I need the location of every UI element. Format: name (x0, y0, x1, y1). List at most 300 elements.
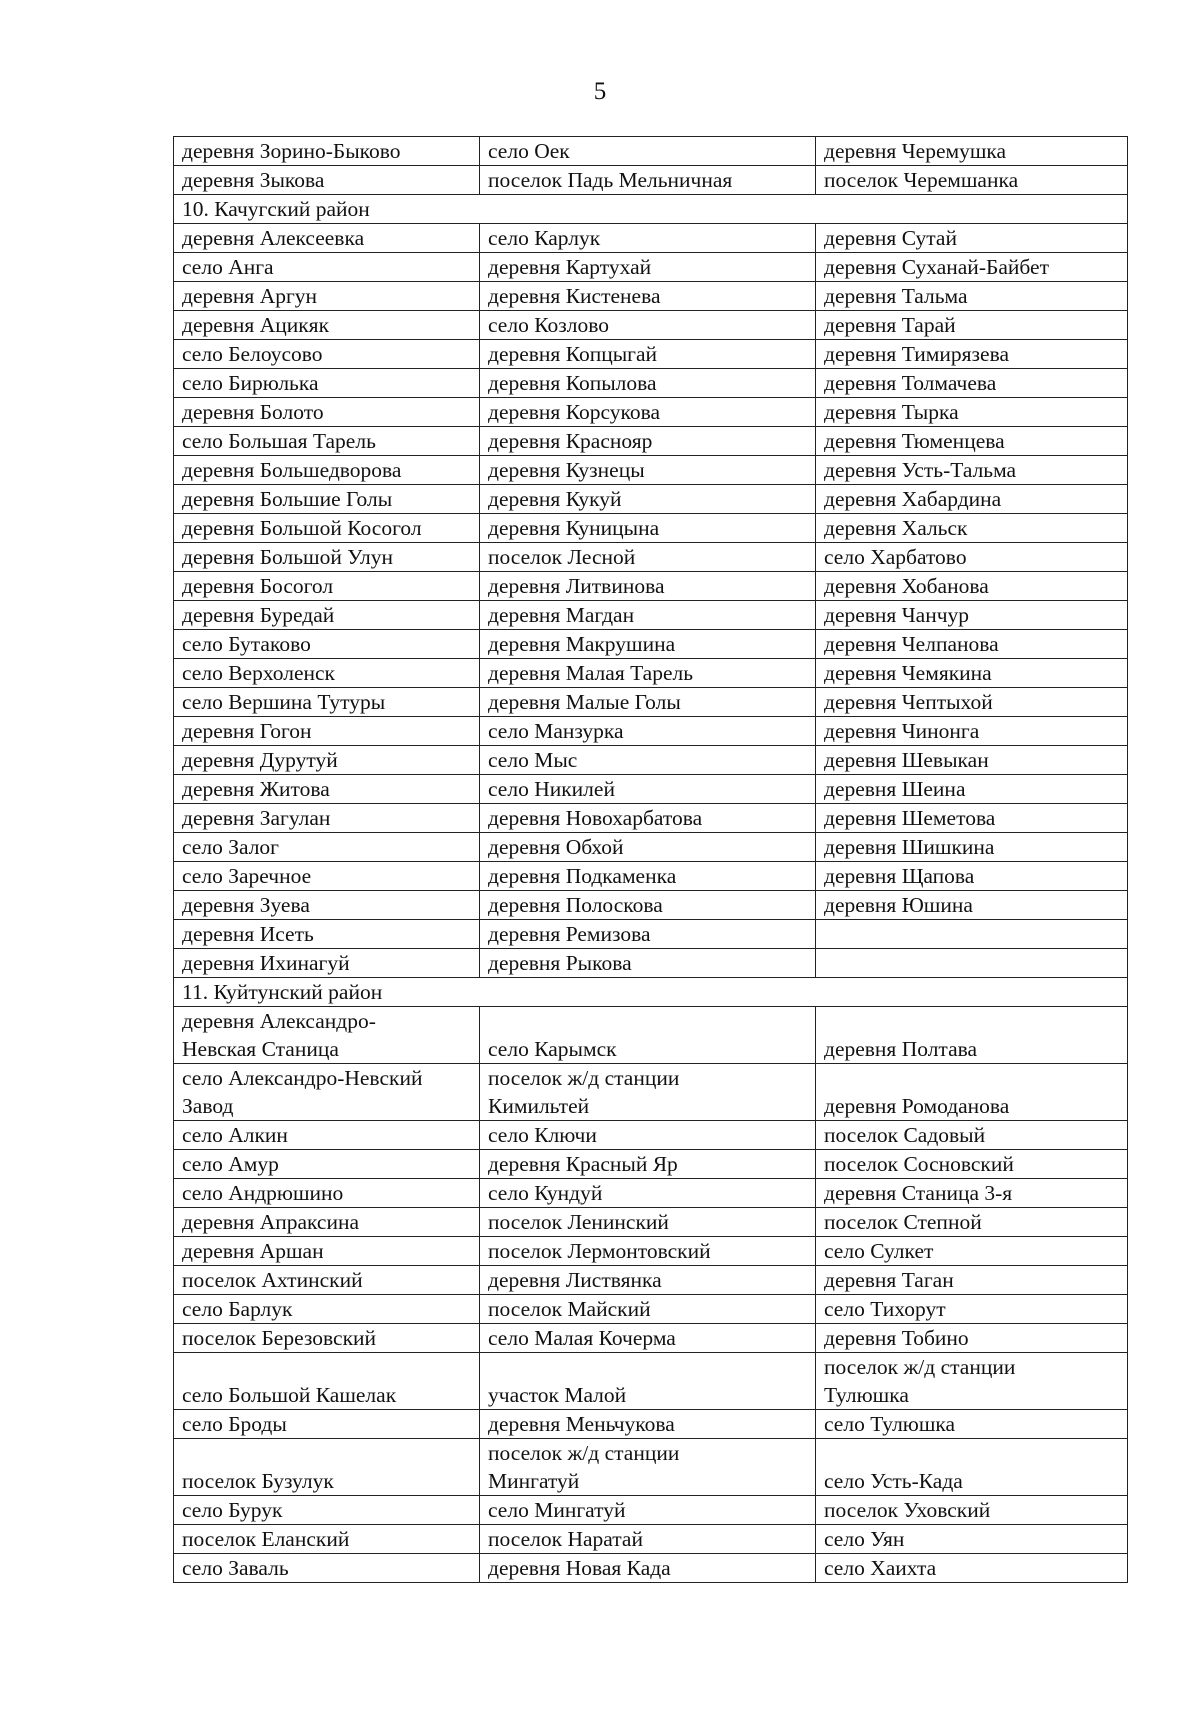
settlement-cell (174, 137, 480, 166)
settlement-cell (816, 775, 1128, 804)
settlement-name: село Вершина Тутуры (182, 690, 386, 714)
settlement-name: деревня Новохарбатова (488, 806, 703, 830)
settlement-name: деревня Аршан (182, 1239, 324, 1263)
settlement-name: деревня Большие Голы (182, 487, 393, 511)
settlement-cell (480, 572, 816, 601)
settlement-cell (174, 282, 480, 311)
table-row (174, 1064, 1128, 1121)
settlement-name: Кимильтей (488, 1094, 590, 1118)
settlement-cell (480, 1324, 816, 1353)
settlement-name: деревня Тырка (824, 400, 959, 424)
settlement-cell (816, 949, 1128, 978)
settlement-cell (816, 746, 1128, 775)
settlement-name: Завод (182, 1094, 234, 1118)
settlement-name: деревня Макрушина (488, 632, 676, 656)
settlement-name: деревня Черемушка (824, 139, 1007, 163)
settlement-name: деревня Зыкова (182, 168, 325, 192)
table-row (174, 1007, 1128, 1064)
settlement-name: поселок Падь Мельничная (488, 168, 733, 192)
table-row (174, 1554, 1128, 1583)
settlement-name: деревня Хобанова (824, 574, 989, 598)
settlement-cell (174, 862, 480, 891)
settlement-cell (480, 137, 816, 166)
settlement-name: деревня Малая Тарель (488, 661, 694, 685)
table-row (174, 630, 1128, 659)
settlement-name: деревня Новая Када (488, 1556, 671, 1580)
settlement-name: деревня Большой Косогол (182, 516, 422, 540)
settlement-name: село Карымск (488, 1037, 617, 1061)
table-row (174, 572, 1128, 601)
settlement-name: село Малая Кочерма (488, 1326, 676, 1350)
settlement-name: деревня Кистенева (488, 284, 661, 308)
table-row (174, 311, 1128, 340)
settlement-name: село Заваль (182, 1556, 289, 1580)
settlement-name: деревня Алексеевка (182, 226, 365, 250)
settlement-cell (174, 427, 480, 456)
settlement-name: поселок Бузулук (182, 1469, 334, 1493)
settlement-cell (174, 1064, 480, 1121)
settlement-name: село Тулюшка (824, 1412, 956, 1436)
settlement-cell (174, 659, 480, 688)
settlement-name: деревня Большой Улун (182, 545, 394, 569)
settlement-cell (816, 514, 1128, 543)
settlement-cell (480, 746, 816, 775)
table-row (174, 1266, 1128, 1295)
settlement-cell (174, 1525, 480, 1554)
table-row (174, 1496, 1128, 1525)
settlement-cell (816, 1525, 1128, 1554)
settlement-cell (480, 630, 816, 659)
table-row (174, 1295, 1128, 1324)
settlement-name: деревня Магдан (488, 603, 635, 627)
settlement-cell (816, 862, 1128, 891)
settlement-name: деревня Полтава (824, 1037, 978, 1061)
settlement-cell (816, 1353, 1128, 1410)
settlement-name: деревня Загулан (182, 806, 331, 830)
settlement-name: поселок Ахтинский (182, 1268, 363, 1292)
settlement-name: деревня Зуева (182, 893, 310, 917)
settlement-name: деревня Таган (824, 1268, 954, 1292)
settlement-cell (480, 1150, 816, 1179)
settlement-name: поселок Майский (488, 1297, 651, 1321)
settlement-cell (480, 282, 816, 311)
settlement-cell (816, 1007, 1128, 1064)
settlement-cell (174, 485, 480, 514)
settlement-cell (480, 427, 816, 456)
table-row (174, 398, 1128, 427)
settlement-cell (816, 282, 1128, 311)
settlement-name: село Никилей (488, 777, 615, 801)
settlement-cell (816, 224, 1128, 253)
settlement-cell (480, 253, 816, 282)
settlement-cell (480, 311, 816, 340)
settlement-cell (174, 1554, 480, 1583)
settlement-name: село Ключи (488, 1123, 597, 1147)
table-row (174, 862, 1128, 891)
table-row (174, 543, 1128, 572)
settlement-name: деревня Шишкина (824, 835, 995, 859)
settlement-cell (480, 601, 816, 630)
settlement-name: деревня Большедворова (182, 458, 402, 482)
settlement-cell (816, 456, 1128, 485)
settlement-name: деревня Тальма (824, 284, 968, 308)
settlement-name: поселок ж/д станции (488, 1441, 680, 1465)
settlement-name: деревня Гогон (182, 719, 312, 743)
table-row (174, 775, 1128, 804)
settlement-cell (480, 398, 816, 427)
settlement-name: деревня Куницына (488, 516, 660, 540)
table-row (174, 1525, 1128, 1554)
table-row (174, 1150, 1128, 1179)
settlement-name: село Оек (488, 139, 570, 163)
settlement-cell (816, 833, 1128, 862)
table-row (174, 456, 1128, 485)
settlement-name: деревня Ацикяк (182, 313, 330, 337)
settlement-name: деревня Болото (182, 400, 324, 424)
settlements-table (173, 136, 1128, 1583)
settlement-name: поселок Ленинский (488, 1210, 669, 1234)
settlement-name: деревня Босогол (182, 574, 334, 598)
settlement-cell (816, 920, 1128, 949)
settlement-cell (174, 311, 480, 340)
settlement-name: Тулюшка (824, 1383, 909, 1407)
settlement-name: поселок Черемшанка (824, 168, 1019, 192)
settlement-name: поселок Еланский (182, 1527, 350, 1551)
settlement-cell (480, 1525, 816, 1554)
settlement-cell (174, 1439, 480, 1496)
settlement-cell (480, 1353, 816, 1410)
settlement-name: село Залог (182, 835, 280, 859)
table-row (174, 659, 1128, 688)
table-row (174, 920, 1128, 949)
settlement-cell (174, 891, 480, 920)
table-row (174, 253, 1128, 282)
settlement-cell (480, 891, 816, 920)
settlement-cell (174, 804, 480, 833)
settlement-cell (480, 1295, 816, 1324)
settlement-cell (480, 1121, 816, 1150)
settlement-cell (174, 1324, 480, 1353)
settlement-name: село Мингатуй (488, 1498, 626, 1522)
settlement-cell (174, 398, 480, 427)
settlement-cell (480, 804, 816, 833)
settlement-name: деревня Листвянка (488, 1268, 662, 1292)
settlement-name: село Уян (824, 1527, 905, 1551)
settlement-name: деревня Толмачева (824, 371, 997, 395)
settlement-name: село Большая Тарель (182, 429, 376, 453)
settlement-cell (480, 1179, 816, 1208)
settlement-name: деревня Александро- (182, 1009, 376, 1033)
settlement-cell (480, 1266, 816, 1295)
table-row (174, 601, 1128, 630)
settlement-name: деревня Тобино (824, 1326, 969, 1350)
settlement-cell (816, 427, 1128, 456)
settlement-cell (816, 688, 1128, 717)
settlement-cell (816, 572, 1128, 601)
table-row (174, 746, 1128, 775)
table-row (174, 717, 1128, 746)
settlement-name: деревня Апраксина (182, 1210, 360, 1234)
settlement-cell (816, 369, 1128, 398)
settlement-name: деревня Сутай (824, 226, 957, 250)
settlement-cell (480, 1554, 816, 1583)
table-row (174, 949, 1128, 978)
settlement-cell (480, 920, 816, 949)
settlement-name: деревня Житова (182, 777, 330, 801)
settlement-name: деревня Аргун (182, 284, 318, 308)
settlement-cell (816, 398, 1128, 427)
settlement-name: село Бутаково (182, 632, 311, 656)
settlement-name: село Мыс (488, 748, 578, 772)
settlement-name: деревня Картухай (488, 255, 652, 279)
table-row (174, 833, 1128, 862)
settlement-cell (174, 1121, 480, 1150)
settlement-cell (816, 1121, 1128, 1150)
settlement-name: село Хаихта (824, 1556, 937, 1580)
settlement-name: деревня Зорино-Быково (182, 139, 401, 163)
table-row (174, 282, 1128, 311)
settlement-cell (480, 456, 816, 485)
settlement-name: село Тихорут (824, 1297, 946, 1321)
settlement-name: деревня Дурутуй (182, 748, 338, 772)
settlement-cell (174, 1150, 480, 1179)
settlement-cell (174, 514, 480, 543)
table-row (174, 1324, 1128, 1353)
settlement-cell (816, 1266, 1128, 1295)
table-row (174, 485, 1128, 514)
settlement-cell (816, 1237, 1128, 1266)
settlement-cell (174, 746, 480, 775)
settlement-cell (174, 1353, 480, 1410)
settlement-name: село Кундуй (488, 1181, 603, 1205)
settlement-cell (816, 340, 1128, 369)
settlement-name: поселок Уховский (824, 1498, 991, 1522)
settlement-cell (816, 1150, 1128, 1179)
settlement-name: деревня Чинонга (824, 719, 980, 743)
settlement-cell (480, 717, 816, 746)
settlement-name: деревня Подкаменка (488, 864, 677, 888)
settlement-cell (174, 1179, 480, 1208)
settlement-name: поселок ж/д станции (488, 1066, 680, 1090)
settlement-cell (816, 1208, 1128, 1237)
settlement-cell (816, 1295, 1128, 1324)
table-row (174, 427, 1128, 456)
settlement-name: деревня Малые Голы (488, 690, 681, 714)
settlement-name: деревня Кукуй (488, 487, 622, 511)
settlement-cell (174, 543, 480, 572)
settlement-name: деревня Щапова (824, 864, 975, 888)
table-row (174, 688, 1128, 717)
settlement-name: село Козлово (488, 313, 609, 337)
settlement-name: деревня Ремизова (488, 922, 651, 946)
settlement-name: село Белоусово (182, 342, 323, 366)
settlement-cell (174, 775, 480, 804)
settlement-cell (480, 833, 816, 862)
settlement-name: деревня Станица 3-я (824, 1181, 1013, 1205)
settlement-cell (816, 253, 1128, 282)
page-number: 5 (593, 78, 607, 105)
settlement-cell (174, 456, 480, 485)
settlement-name: деревня Чанчур (824, 603, 970, 627)
settlement-name: село Бурук (182, 1498, 283, 1522)
settlement-cell (480, 1064, 816, 1121)
settlement-cell (174, 224, 480, 253)
settlement-name: Невская Станица (182, 1037, 339, 1061)
settlement-cell (816, 804, 1128, 833)
settlement-cell (174, 1208, 480, 1237)
table-row (174, 340, 1128, 369)
settlement-name: деревня Хабардина (824, 487, 1002, 511)
settlement-name: село Заречное (182, 864, 312, 888)
settlement-name: поселок ж/д станции (824, 1355, 1016, 1379)
settlement-cell (480, 514, 816, 543)
table-row (174, 1353, 1128, 1410)
settlement-name: село Александро-Невский (182, 1066, 423, 1090)
settlement-cell (480, 224, 816, 253)
settlement-cell (816, 659, 1128, 688)
settlement-cell (174, 717, 480, 746)
settlement-cell (480, 485, 816, 514)
settlement-name: деревня Ихинагуй (182, 951, 350, 975)
settlement-name: деревня Копцыгай (488, 342, 658, 366)
settlement-cell (174, 1295, 480, 1324)
settlement-name: поселок Лермонтовский (488, 1239, 711, 1263)
settlement-cell (816, 1496, 1128, 1525)
table-row (174, 166, 1128, 195)
settlement-cell (480, 659, 816, 688)
settlements-table-body (174, 137, 1128, 1583)
settlement-name: деревня Меньчукова (488, 1412, 675, 1436)
settlement-name: деревня Кузнецы (488, 458, 645, 482)
settlement-name: деревня Шевыкан (824, 748, 989, 772)
table-row (174, 804, 1128, 833)
settlement-name: село Верхоленск (182, 661, 335, 685)
settlement-name: Мингатуй (488, 1469, 580, 1493)
settlement-cell (174, 340, 480, 369)
settlement-name: деревня Челпанова (824, 632, 999, 656)
settlement-name: село Андрюшино (182, 1181, 344, 1205)
settlement-name: деревня Красный Яр (488, 1152, 678, 1176)
settlement-cell (174, 1237, 480, 1266)
settlement-cell (816, 311, 1128, 340)
settlement-name: поселок Наратай (488, 1527, 643, 1551)
settlement-name: поселок Садовый (824, 1123, 986, 1147)
settlement-cell (174, 920, 480, 949)
settlement-cell (480, 369, 816, 398)
settlement-name: деревня Полоскова (488, 893, 663, 917)
settlement-name: село Харбатово (824, 545, 967, 569)
district-heading-row (174, 195, 1128, 224)
settlement-cell (480, 688, 816, 717)
settlement-name: деревня Обхой (488, 835, 624, 859)
settlement-cell (480, 1410, 816, 1439)
settlement-cell (816, 1179, 1128, 1208)
table-row (174, 891, 1128, 920)
settlement-name: село Карлук (488, 226, 601, 250)
settlement-name: деревня Рыкова (488, 951, 632, 975)
settlement-cell (816, 1324, 1128, 1353)
settlement-cell (480, 775, 816, 804)
settlement-cell (174, 688, 480, 717)
settlement-name: деревня Усть-Тальма (824, 458, 1017, 482)
settlement-cell (174, 572, 480, 601)
settlement-name: деревня Шеметова (824, 806, 996, 830)
settlement-name: село Бирюлька (182, 371, 319, 395)
settlement-cell (174, 833, 480, 862)
settlement-name: село Усть-Када (824, 1469, 963, 1493)
settlement-cell (174, 1007, 480, 1064)
settlement-name: деревня Исеть (182, 922, 314, 946)
settlement-name: деревня Тимирязева (824, 342, 1009, 366)
settlement-cell (174, 1266, 480, 1295)
settlement-cell (480, 1496, 816, 1525)
settlement-name: село Барлук (182, 1297, 293, 1321)
settlement-name: деревня Корсукова (488, 400, 660, 424)
settlement-cell (480, 1439, 816, 1496)
settlement-cell (816, 1064, 1128, 1121)
settlement-name: поселок Лесной (488, 545, 636, 569)
settlement-name: участок Малой (488, 1383, 627, 1407)
settlement-cell (174, 1410, 480, 1439)
settlement-name: село Манзурка (488, 719, 624, 743)
settlement-cell (480, 1237, 816, 1266)
settlement-name: село Броды (182, 1412, 287, 1436)
table-row (174, 1439, 1128, 1496)
settlement-name: поселок Сосновский (824, 1152, 1014, 1176)
settlement-cell (480, 340, 816, 369)
settlement-name: деревня Чемякина (824, 661, 992, 685)
settlement-name: деревня Краснояр (488, 429, 653, 453)
table-row (174, 137, 1128, 166)
settlement-cell (816, 485, 1128, 514)
settlement-name: деревня Шеина (824, 777, 966, 801)
settlement-cell (480, 166, 816, 195)
table-row (174, 224, 1128, 253)
district-heading: 11. Куйтунский район (174, 978, 1128, 1007)
table-row (174, 514, 1128, 543)
settlement-cell (480, 543, 816, 572)
settlement-name: деревня Суханай-Байбет (824, 255, 1049, 279)
settlement-cell (816, 717, 1128, 746)
settlement-cell (174, 601, 480, 630)
settlement-name: село Алкин (182, 1123, 288, 1147)
settlement-name: деревня Чептыхой (824, 690, 993, 714)
table-row (174, 1208, 1128, 1237)
settlement-name: деревня Тарай (824, 313, 956, 337)
settlement-name: село Сулкет (824, 1239, 934, 1263)
settlement-name: деревня Юшина (824, 893, 973, 917)
settlement-name: деревня Ромоданова (824, 1094, 1010, 1118)
settlement-name: село Амур (182, 1152, 279, 1176)
settlement-cell (480, 862, 816, 891)
settlement-cell (816, 601, 1128, 630)
settlement-cell (480, 949, 816, 978)
district-heading: 10. Качугский район (174, 195, 1128, 224)
settlement-cell (480, 1007, 816, 1064)
settlement-name: деревня Хальск (824, 516, 968, 540)
settlement-cell (816, 630, 1128, 659)
settlement-cell (816, 137, 1128, 166)
settlement-name: деревня Тюменцева (824, 429, 1005, 453)
settlement-cell (174, 630, 480, 659)
settlement-cell (816, 543, 1128, 572)
district-heading-row (174, 978, 1128, 1007)
settlement-cell (174, 253, 480, 282)
settlement-name: село Анга (182, 255, 274, 279)
table-row (174, 1179, 1128, 1208)
table-row (174, 1410, 1128, 1439)
settlement-name: деревня Буредай (182, 603, 335, 627)
